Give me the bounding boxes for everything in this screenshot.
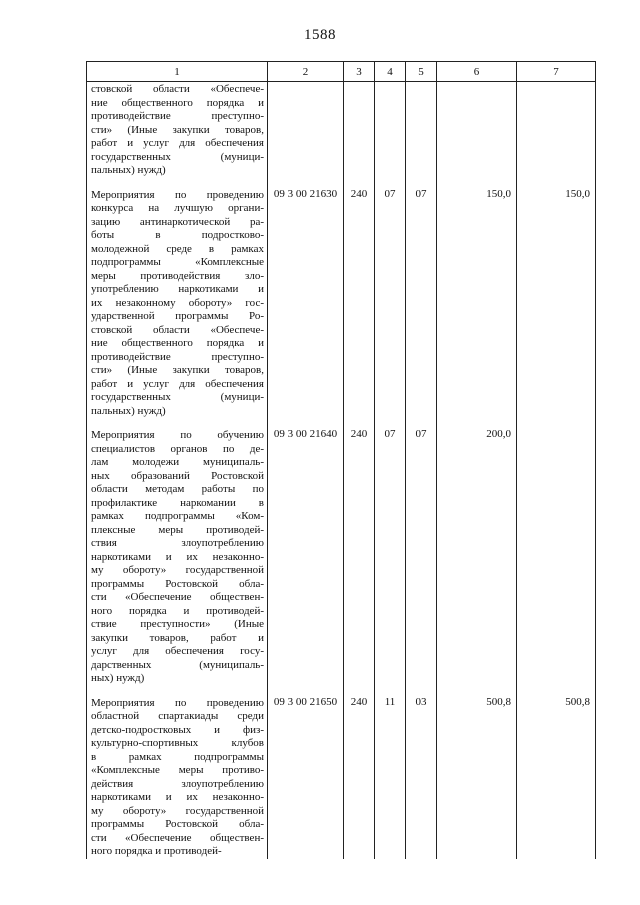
description-line: му обороту» государственной — [91, 804, 264, 817]
description-line: ных) нужд) — [91, 672, 145, 684]
header-col-7: 7 — [517, 62, 596, 82]
table-row — [87, 188, 596, 419]
gap-cell — [87, 418, 268, 428]
header-row — [87, 62, 596, 82]
description-line: ствие преступности» (Иные — [91, 618, 264, 630]
description-line: услуг для обеспечения госу- — [91, 645, 264, 657]
row-gap — [87, 178, 596, 188]
gap-cell — [344, 418, 375, 428]
expense-type-cell: 240 — [344, 188, 375, 419]
description-cell — [87, 188, 268, 419]
gap-cell — [344, 178, 375, 188]
description-line: лам молодежи муниципаль- — [91, 456, 264, 468]
description-line: противодействие преступно- — [91, 350, 264, 363]
description-line: рамках подпрограммы «Ком- — [91, 510, 264, 522]
description-cell — [87, 696, 268, 859]
description-cell — [87, 428, 268, 686]
description-line: в рамках подпрограммы — [91, 750, 264, 763]
description-line: закупки товаров, работ и — [91, 631, 264, 644]
description-line: меры противодействия зло- — [91, 269, 264, 282]
description-line: сти» (Иные закупки товаров, — [91, 364, 264, 376]
description-line: плексные меры противодей- — [91, 523, 264, 536]
description-line: действия злоупотреблению — [91, 777, 264, 790]
description-line: Мероприятия по обучению — [91, 429, 264, 441]
amount-year2-cell: 150,0 — [517, 188, 596, 419]
description-line: культурно-спортивных клубов — [91, 737, 264, 749]
expense-type-cell — [344, 82, 375, 178]
description-line: ствия злоупотреблению — [91, 537, 264, 549]
row-gap — [87, 686, 596, 696]
description-line: конкурса на лучшую органи- — [91, 202, 264, 214]
description-line: работ и услуг для обеспечения — [91, 377, 264, 390]
gap-cell — [268, 178, 344, 188]
section-cell: 07 — [375, 428, 406, 686]
gap-cell — [437, 418, 517, 428]
description-line: наркотиками и их незаконно- — [91, 550, 264, 563]
subsection-cell: 07 — [406, 188, 437, 419]
description-line: стовской области «Обеспече- — [91, 83, 264, 95]
gap-cell — [406, 686, 437, 696]
header-col-5: 5 — [406, 62, 437, 82]
description-line: наркотиками и их незаконно- — [91, 791, 264, 803]
expense-type-cell: 240 — [344, 428, 375, 686]
gap-cell — [437, 686, 517, 696]
description-line: специалистов органов по де- — [91, 442, 264, 455]
gap-cell — [344, 686, 375, 696]
description-line: ние общественного порядка и — [91, 96, 264, 109]
table-row — [87, 82, 596, 178]
description-line: государственных (муници- — [91, 391, 264, 403]
description-line: их незаконному обороту» гос- — [91, 296, 264, 309]
gap-cell — [406, 418, 437, 428]
gap-cell — [437, 178, 517, 188]
gap-cell — [268, 686, 344, 696]
gap-cell — [375, 686, 406, 696]
description-line: сти «Обеспечение обществен- — [91, 591, 264, 603]
description-line: области методам работы по — [91, 483, 264, 495]
target-code-cell: 09 3 00 21650 — [268, 696, 344, 859]
description-line: противодействие преступно- — [91, 110, 264, 122]
description-line: боты в подростково- — [91, 229, 264, 241]
gap-cell — [375, 418, 406, 428]
description-line: ного порядка и противодей- — [91, 845, 222, 857]
gap-cell — [517, 178, 596, 188]
description-line: сти «Обеспечение обществен- — [91, 831, 264, 844]
description-line: ние общественного порядка и — [91, 337, 264, 349]
header-col-1: 1 — [87, 62, 268, 82]
row-gap — [87, 418, 596, 428]
description-line: областной спартакиады среди — [91, 710, 264, 722]
header-col-3: 3 — [344, 62, 375, 82]
description-line: сти» (Иные закупки товаров, — [91, 123, 264, 136]
budget-table — [86, 61, 596, 859]
description-line: подпрограммы «Комплексные — [91, 256, 264, 268]
description-line: ударственной программы Ро- — [91, 310, 264, 322]
description-line: Мероприятия по проведению — [91, 696, 264, 709]
gap-cell — [517, 686, 596, 696]
target-code-cell: 09 3 00 21630 — [268, 188, 344, 419]
target-code-cell: 09 3 00 21640 — [268, 428, 344, 686]
target-code-cell — [268, 82, 344, 178]
amount-year1-cell: 500,8 — [437, 696, 517, 859]
gap-cell — [375, 178, 406, 188]
description-line: дарственных (муниципаль- — [91, 658, 264, 671]
description-line: пальных) нужд) — [91, 404, 166, 417]
amount-year2-cell — [517, 82, 596, 178]
description-line: профилактике наркомании в — [91, 496, 264, 509]
section-cell: 07 — [375, 188, 406, 419]
description-line: стовской области «Обеспече- — [91, 323, 264, 336]
gap-cell — [87, 178, 268, 188]
description-cell — [87, 82, 268, 178]
description-line: молодежной среде в рамках — [91, 242, 264, 255]
table-row — [87, 428, 596, 686]
description-line: зацию антинаркотической ра- — [91, 215, 264, 228]
gap-cell — [87, 686, 268, 696]
description-line: пальных) нужд) — [91, 164, 166, 176]
amount-year2-cell: 500,8 — [517, 696, 596, 859]
section-cell: 11 — [375, 696, 406, 859]
description-line: ных образований Ростовской — [91, 469, 264, 482]
gap-cell — [406, 178, 437, 188]
description-line: Мероприятия по проведению — [91, 188, 264, 201]
header-col-6: 6 — [437, 62, 517, 82]
amount-year1-cell — [437, 82, 517, 178]
header-col-4: 4 — [375, 62, 406, 82]
description-line: государственных (муници- — [91, 150, 264, 163]
amount-year2-cell — [517, 428, 596, 686]
description-line: употреблению наркотиками и — [91, 283, 264, 295]
subsection-cell: 07 — [406, 428, 437, 686]
subsection-cell: 03 — [406, 696, 437, 859]
header-col-2: 2 — [268, 62, 344, 82]
amount-year1-cell: 200,0 — [437, 428, 517, 686]
description-line: работ и услуг для обеспечения — [91, 137, 264, 149]
gap-cell — [517, 418, 596, 428]
description-line: му обороту» государственной — [91, 564, 264, 576]
table-row — [87, 696, 596, 859]
description-line: «Комплексные меры противо- — [91, 764, 264, 776]
expense-type-cell: 240 — [344, 696, 375, 859]
section-cell — [375, 82, 406, 178]
description-line: программы Ростовской обла- — [91, 818, 264, 830]
amount-year1-cell: 150,0 — [437, 188, 517, 419]
subsection-cell — [406, 82, 437, 178]
page-number: 1588 — [304, 27, 336, 43]
description-line: программы Ростовской обла- — [91, 577, 264, 590]
description-line: детско-подростковых и физ- — [91, 723, 264, 736]
description-line: ного порядка и противодей- — [91, 604, 264, 617]
gap-cell — [268, 418, 344, 428]
